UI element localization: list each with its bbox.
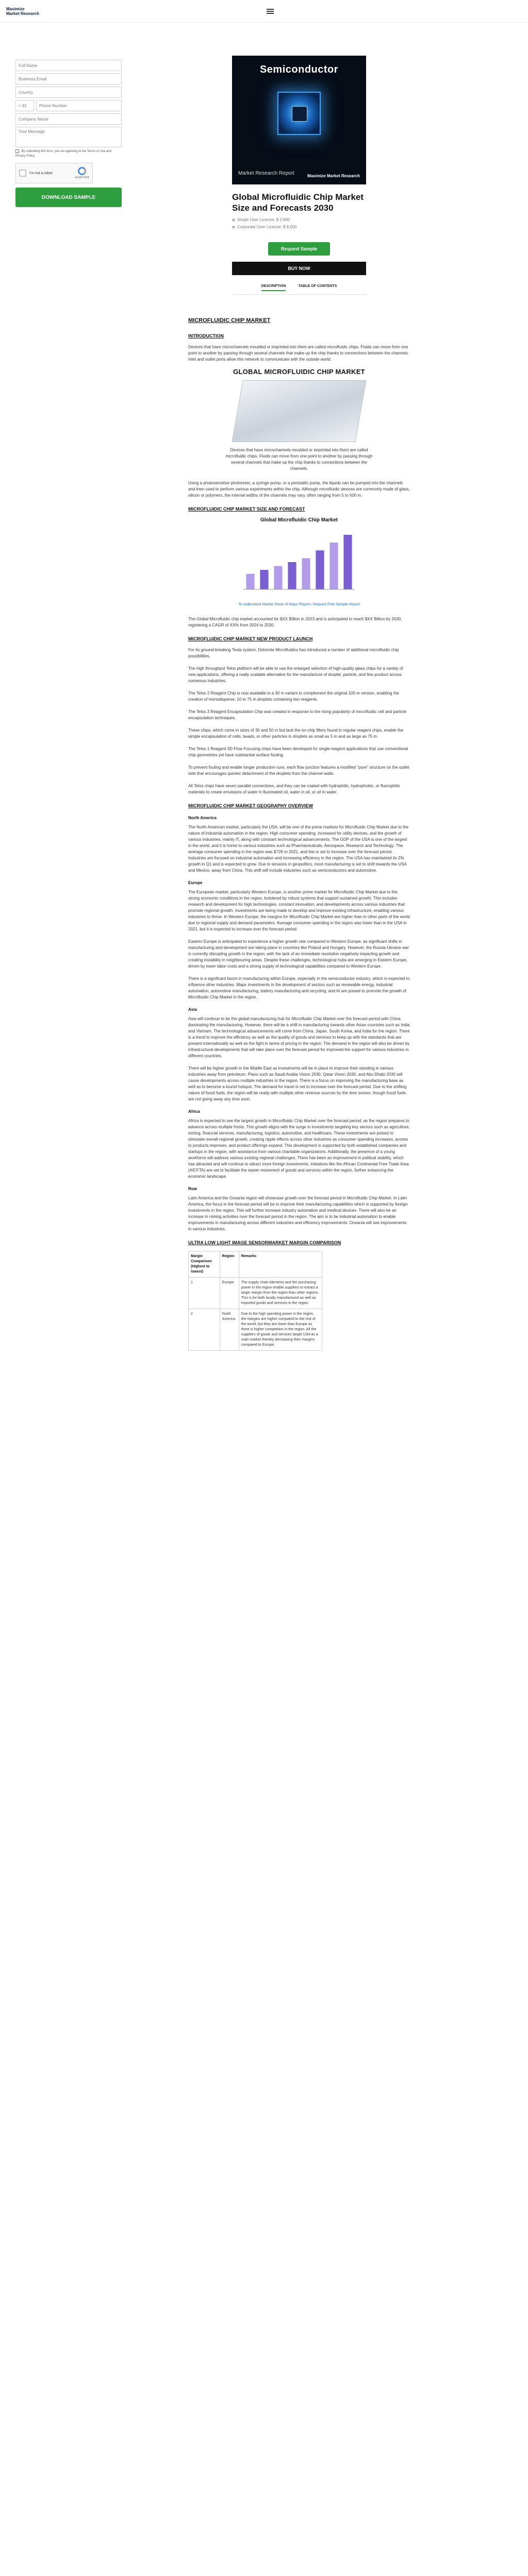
chip-icon (277, 92, 321, 135)
buy-now-button[interactable]: BUY NOW (232, 262, 366, 275)
chart-bar (329, 543, 338, 589)
table-row (189, 1278, 322, 1309)
tab-table-of-contents[interactable]: TABLE OF CONTENTS (298, 284, 337, 288)
full-name-field[interactable]: Full Name (15, 60, 122, 71)
license-prices (232, 216, 366, 231)
corporate-user-label: Corporate User License: (237, 225, 282, 229)
table-cell: North America (220, 1309, 239, 1351)
paragraph: For its ground-breaking Tesla system, Dolomite Microfluidics has introduced a number of additional microfluidic chip possibilities. (188, 648, 399, 658)
sample-request-form (15, 60, 122, 207)
consent-checkbox[interactable] (15, 149, 19, 153)
cover-subtitle: Market Research Report (238, 171, 294, 176)
menu-icon[interactable] (267, 9, 274, 14)
table-cell: The supply chain elements and the purchasing power in the region enable suppliers to extract a larger margin from the region than other regions. This is for both locally manufactured as well as imported goods and services in the region. (239, 1278, 322, 1309)
country-select[interactable]: Country (15, 87, 122, 98)
content-tabs (232, 284, 366, 295)
section-heading: ULTRA LOW LIGHT IMAGE SENSORMARKET MARGIN COMPARISON (188, 1240, 341, 1245)
region-heading: Africa (188, 1109, 200, 1114)
page-title: Global Microfluidic Chip Market Size and Forecasts 2030 (232, 192, 364, 213)
paragraph: The Telos 2 Reagent Chip is now available in a 30 m variant to complement the original 100 m version, enabling the creation of monodisperse, 10 to 75 m droplets containing two reagents. (188, 691, 399, 702)
paragraph: There is a significant boom in manufacturing within Europe, especially in the semiconductor industry, which is expected to influence other industries. Major investments in the development of sectors such as renewable energy, industrial automation, automotive manufacturing, battery manufacturing and recycling, and AI are poised to promote the growth of Microfluidic Chip Market in the region. (188, 976, 410, 999)
figure-caption: Devices that have microchannels moulded or imprinted into them are called microfluidic chips. Fluids can move from one point to another by passing through several channels that make up the chip thanks to connections between the channels. (225, 448, 373, 471)
site-logo[interactable] (6, 7, 39, 16)
paragraph: Asia will continue to be the global manufacturing hub for Microfluidic Chip Market over the forecast period with China dominating the manufacturing. However, there will be a shift in manufacturing towards other Asian countries such as India and Vietnam. The technological advancements will come from China, Japan, South Korea, and India for the region. There is a trend to improve the efficiency as well as the quality of goods and services to keep up with the standards that are present internationally as well as the fight in terms of pricing in the region. The demand in the region will also be driven by infrastructural developments that will take place over the forecast period for improved the support for various industries in different countries. (188, 1016, 410, 1058)
paragraph: Using a photosensitive photoresin, a syringe pump, or a peristaltic pump, the liquids can be pumped into the channels and then used to perform various experiments within the chip. Although microfluidic devices are commonly made of glass, silicon or polymers, the internal widths of the channels may vary, often ranging from 5 to 500 m. (188, 481, 410, 498)
tab-description[interactable]: DESCRIPTION (261, 284, 286, 291)
paragraph: The European market, particularly Western Europe, is another prime market for Microfluidic Chip Market due to the strong economic conditions in the region, bolstered by robust systems that support sustained growth. This includes research and development for high technologies, constant innovation, and developments across various industries that promote regional growth. Investments are being made to develop and improve existing infrastructure, enabling various industries to thrive. In Western Europe, the margins for Microfluidic Chip Market are higher than in other parts of the world due to regional supply and demand parameters. Average consumer spending in the region was lower than in the USA in 2021, but it is expected to increase over the forecast period. (188, 890, 410, 931)
chart-caption[interactable]: To understand Market Share of Major Players: Request Free Sample Report (238, 603, 360, 606)
report-description (188, 309, 410, 1351)
consent-text: By submitting this form, you are agreeing to the Terms of Use and Privacy Policy. (15, 150, 111, 158)
message-field[interactable]: Your Message (15, 127, 122, 147)
microfluidic-chip-image (232, 380, 366, 442)
chip-figure (222, 369, 376, 472)
paragraph: Devices that have microchannels moulded or imprinted into them are called microfluidic chips. Fluids can move from one point to another by passing through several channels that make up the chip thanks to connections between the channels. Inlet and outlet ports allow this network to communicate with the outside world. (188, 345, 409, 362)
cover-brand: Maximize Market Research (307, 174, 360, 178)
table-header: Margin Comparison (Highest to lowest) (189, 1251, 220, 1278)
chart-bar (274, 566, 282, 589)
chart-bar (246, 574, 254, 589)
chart-bar (302, 558, 310, 589)
paragraph: Africa is expected to see the largest growth in Microfluidic Chip Market over the forecast period, as the region prepares to advance across multiple fronts. This growth aligns with the surge in investments targeting key sectors such as agriculture, mining, financial services, manufacturing, logistics, automotive, and healthcare. These investments are poised to stimulate overall regional growth, creating ripple effects across other industries as consumer spending increases, access to products improves, and product offerings expand. This development is supported by both established companies and startups in the region, with assistance from various charitable organizations. Additionally, the presence of a young workforce will address various existing regional challenges. There has been an improvement in political stability, which has attracted and will continue to attract more foreign investments. Initiatives like the African Continental Free Trade Area (AfCFTA) are set to facilitate the easier movement of goods and services within the region, further enhancing the economic landscape. (188, 1118, 410, 1179)
corporate-user-price: $ 8,000 (283, 225, 297, 229)
market-chart (227, 517, 371, 608)
section-heading: MICROFLUIDIC CHIP MARKET NEW PRODUCT LAUNCH (188, 636, 313, 641)
recaptcha-widget[interactable] (15, 163, 93, 183)
section-heading: MICROFLUIDIC CHIP MARKET (188, 317, 271, 324)
paragraph: These chips, which come in sizes of 30 and 50 m but lack the on-chip filters found in regular reagent chips, enable the simple encapsulation of cells, beads, or other particles in droplets as small as 5 m and as large as 75 m. (188, 728, 404, 739)
captcha-brand: reCAPTCHA (74, 176, 89, 180)
bar-chart-svg (237, 529, 361, 596)
paragraph: The Global Microfluidic chip market accounted for $XX Billion in 2023 and is anticipated to reach $XX Billion by 2030, registering a CAGR of XX% from 2024 to 2030. (188, 617, 402, 628)
paragraph: Latin America and the Oceania region will showcase growth over the forecast period in Microfluidic Chip Market. In Latin America, the focus in the forecast period will be to improve their manufacturing capabilities which is supported by foreign investments in the region. This will further increase industry automation and medical devices. There will also be an increase in mining activities over the forecast period in the region. The aim is to be industrial automation to enable improvements in manufacturing across different industries and efficiency improvements. Oceania will see improvements in various industries. (188, 1196, 408, 1231)
radio-icon[interactable] (232, 218, 235, 222)
captcha-checkbox[interactable] (19, 170, 26, 177)
chart-bar (316, 550, 324, 589)
chart-bar (260, 570, 268, 589)
region-heading: North America (188, 816, 217, 820)
request-sample-button[interactable]: Request Sample (268, 242, 330, 256)
paragraph: The Telos 1 Reagent 3D Flow Focusing chips have been developed for single-reagent applications that use conventional chip geometries yet have substantial surface fouling. (188, 747, 408, 757)
phone-row (15, 100, 122, 113)
report-cover-image (232, 56, 366, 184)
region-heading: Europe (188, 880, 203, 885)
paragraph: All Telos chips have seven parallel connections, and they can be coated with hydrophilic, hydrophobic, or fluorophilic materials to create emulsions of water in fluorinated oil, water in oil, or oil in water. (188, 784, 401, 794)
paragraph: The North American market, particularly the USA, will be one of the prime markets for Microfluidic Chip Market due to the nature of industrial automation in the region. High consumer spending, increased for utility devices, and the growth of various industries, mainly IT, along with constant technological advancements. The GDP of the USA is one of the largest in the world, and it is home to various industries such as Pharmaceuticals, Aerospace, Research and Technology. The average consumer spending in the region was $72K in 2021, and this is set to increase over the forecast period. Industries are focused on industrial automation and increasing efficiency in the region. The USA has maintained its 2% growth in Q1 and is expected to grow. Due to tensions in geopolitics, most manufacturing is set to shift towards the USA and Mexico, away from China. This shift will include industries such as semiconductors and automotive. (188, 825, 409, 873)
table-header: Remarks (239, 1251, 322, 1278)
table-cell: Due to the high spending power in the region, the margins are higher compared to the rest of the world, but they are lower than Europe as there is higher competition in the region. All the suppliers of goods and services target USA as a main market thereby decreasing their margins compared to Europe. (239, 1309, 322, 1351)
phone-number-field[interactable]: Phone Number (36, 100, 122, 111)
download-sample-button[interactable]: DOWNLOAD SAMPLE (15, 188, 122, 207)
section-heading: INTRODUCTION (188, 333, 224, 338)
radio-icon[interactable] (232, 226, 235, 229)
business-email-field[interactable]: Business Email (15, 73, 122, 84)
section-heading: MICROFLUIDIC CHIP MARKET SIZE AND FORECAST (188, 506, 305, 512)
cover-title: Semiconductor (259, 64, 339, 75)
section-heading: MICROFLUIDIC CHIP MARKET GEOGRAPHY OVERVIEW (188, 803, 314, 808)
table-header-row (189, 1251, 322, 1278)
consent-checkbox-row[interactable] (15, 149, 122, 159)
logo-line-1: Maximize (6, 6, 25, 11)
company-name-field[interactable]: Company Name (15, 113, 122, 125)
paragraph: The Telos 3 Reagent Encapsulation Chip was created in response to the rising popularity of microfluidic cell and particle encapsulation techniques. (188, 709, 407, 720)
chart-bar (288, 562, 296, 589)
table-cell: 1 (189, 1278, 220, 1309)
table-cell: 2 (189, 1309, 220, 1351)
chart-bar (343, 535, 352, 589)
paragraph: The high throughput Telos platform will be able to use the enlarged selection of high-quality glass chips for a variety of new applications, offering a really scalable alternative for the manufacture of droplet, particle, and fine product across numerous industries. (188, 666, 403, 683)
captcha-label: I'm not a robot (29, 171, 53, 175)
chart-title: Global Microfluidic Chip Market (260, 517, 338, 523)
recaptcha-icon (78, 167, 86, 175)
site-header (0, 0, 528, 23)
table-cell: Europe (220, 1278, 239, 1309)
paragraph: Eastern Europe is anticipated to experience a higher growth rate compared to Western Europe, as significant shifts in manufacturing and development are taking place in countries like Poland and Hungary. However, the Russia-Ukraine war is currently disrupting growth in the region, with the lack of an immediate resolution negatively impacting growth and creating instability in neighbouring areas. Despite these challenges, technological hubs are emerging in Eastern Europe, driven by lower labor costs and a strong supply of technological capabilities compared to Western Europe. (188, 939, 409, 969)
figure-title: GLOBAL MICROFLUIDIC CHIP MARKET (233, 368, 365, 376)
region-heading: Asia (188, 1007, 197, 1012)
region-heading: Row (188, 1187, 197, 1191)
single-user-price: $ 3,600 (276, 217, 290, 222)
margin-comparison-table (188, 1251, 322, 1351)
table-row (189, 1309, 322, 1351)
phone-country-code[interactable]: + 91 (15, 100, 34, 111)
table-header: Region (220, 1251, 239, 1278)
paragraph: To prevent fouling and enable longer production runs, each flow junction features a modified "pore" structure on the outlet side that encourages quicker detachment of the droplets from the channel walls. (188, 765, 409, 776)
logo-line-2: Market Research (6, 11, 40, 16)
paragraph: There will be higher growth in the Middle East as investments will be in place to improve their standing in various industries away from petroleum. Plans such as Saudi Arabia Vision 2030, Qatar Vision 2030, and Abu Dhabi 2030 will cause developments across multiple industries in the region. There is a focus on improving the manufacturing base as well as to become a tourist hotspot. The demand for travel is set to increase over the forecast period. Due to the shifting nature of fossil fuels, the region will be ready with multiple other revenue sources by the time sooner, though fossil fuels are not going away any time soon. (188, 1066, 407, 1101)
single-user-label: Single User License: (237, 217, 275, 222)
